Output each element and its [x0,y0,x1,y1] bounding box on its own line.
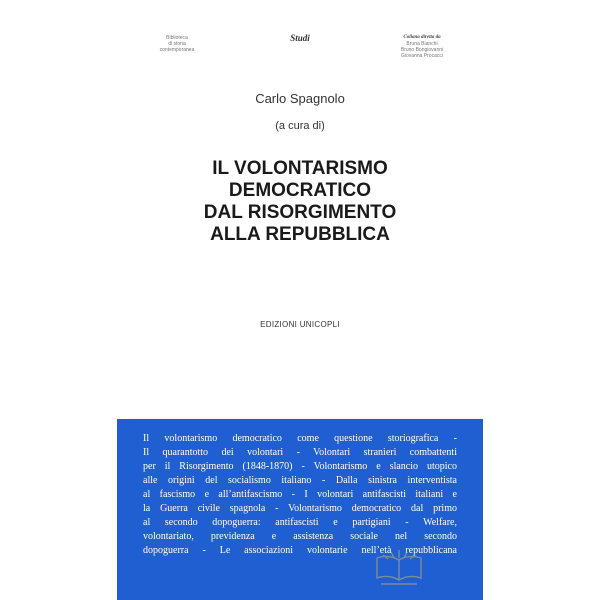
series-director-name: Bruna Bianchi [406,41,438,47]
blurb-line: al fascismo e all’antifascismo - I volontari antifascisti italiani e [143,489,457,500]
series-studi-label: Studi [290,33,310,43]
blurb-line: dopoguerra - Le associazioni volontarie nell’età repubblicana [143,545,457,556]
book-title [117,158,483,246]
series-library-label [147,35,207,53]
editor-note: (a cura di) [275,120,325,132]
series-left-line: Biblioteca [166,35,188,41]
title-line: DEMOCRATICO [228,180,372,201]
publisher-name: EDIZIONI UNICOPLI [260,320,340,329]
series-directors [387,35,457,59]
title-line: DAL RISORGIMENTO [203,202,397,223]
blurb-text [143,432,457,558]
open-book-logo-icon [371,546,427,588]
book-cover [117,0,483,600]
series-left-line: contemporanea [159,47,195,53]
title-line: ALLA REPUBBLICA [210,224,390,245]
blurb-line: volontariato, previdenza e assistenza sociale nel secondo [143,531,457,542]
series-directors-heading: Collana diretta da [403,35,441,40]
series-director-name: Bruno Bongiovanni [400,47,444,53]
blurb-line: Il volontarismo democratico come questione storiografica - [143,433,457,444]
blurb-line: Il quarantotto dei volontari - Volontari stranieri combattenti [143,447,457,458]
blurb-line: la Guerra civile spagnola - Volontarismo democratico dal primo [143,503,457,514]
series-left-line: di storia [168,41,186,47]
blurb-line: al secondo dopoguerra: antifascisti e partigiani - Welfare, [143,517,457,528]
book-author: Carlo Spagnolo [255,91,345,106]
blurb-line: alle origini del socialismo italiano - Dalla sinistra interventista [143,475,457,486]
blurb-line: per il Risorgimento (1848-1870) - Volontarismo e slancio utopico [143,461,457,472]
title-line: IL VOLONTARISMO [212,158,388,179]
series-director-name: Giovanna Procacci [401,53,443,59]
